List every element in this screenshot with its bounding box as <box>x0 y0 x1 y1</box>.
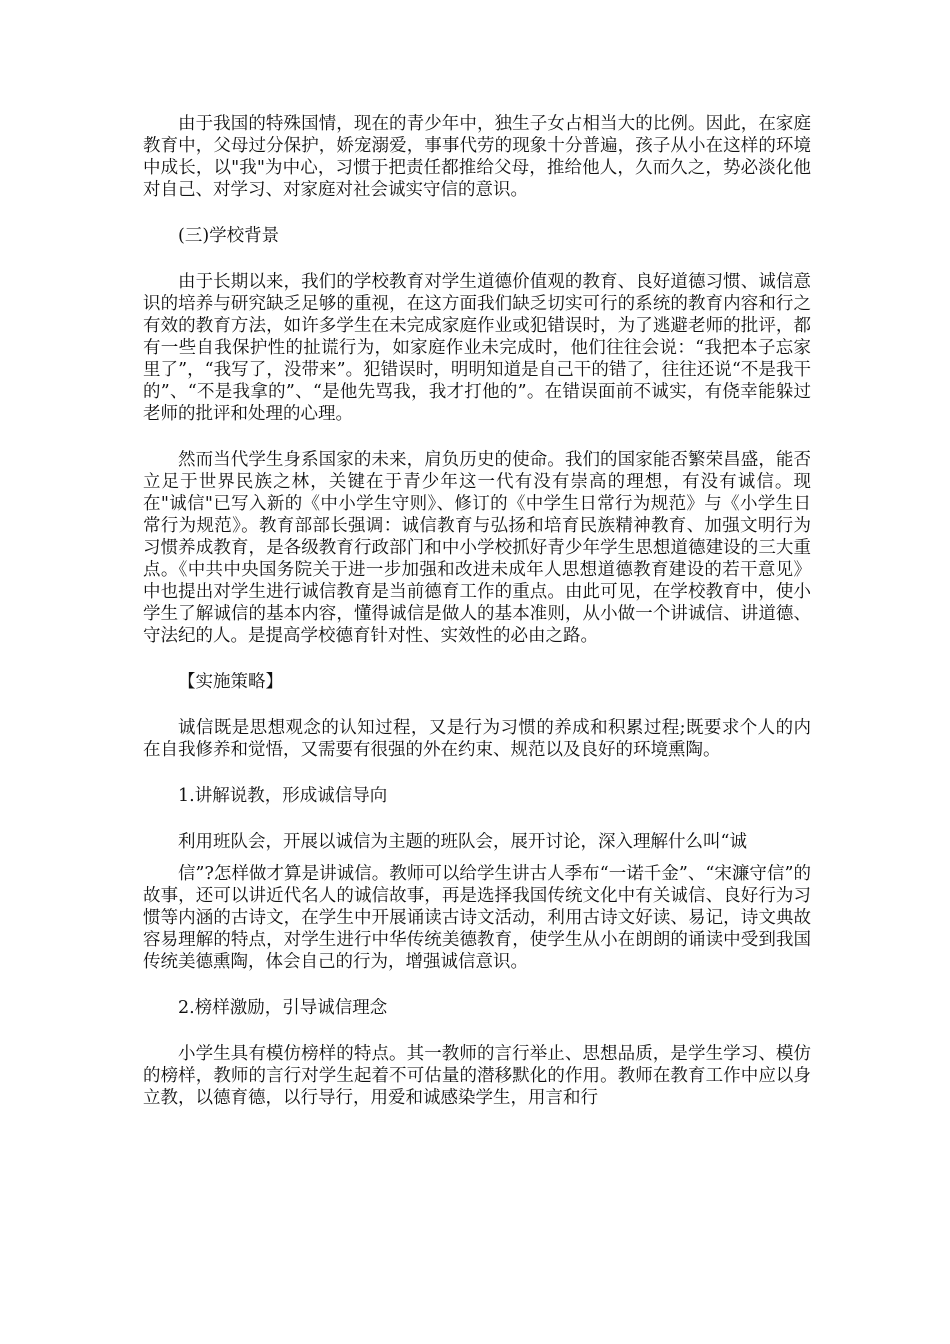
paragraph-class-meeting-start: 利用班队会，开展以诚信为主题的班队会，展开讨论，深入理解什么叫“诚 <box>178 832 747 852</box>
section-heading-strategy: 【实施策略】 <box>178 672 283 692</box>
paragraph-family-background: 由于我国的特殊国情，现在的青少年中，独生子女占相当大的比例。因此，在家庭教育中，父母过分保护，娇宠溺爱，事事代劳的现象十分普遍，孩子从小在这样的环境中成长，以"我"为中心，习惯于把责任都推给父母，推给他人，久而久之，势必淡化他对自己、对学习、对家庭对社会诚实守信的意识。 <box>143 114 811 200</box>
paragraph-class-meeting-cont: 信”?怎样做才算是讲诚信。教师可以给学生讲古人季布“一诺千金”、“宋濂守信”的故事，还可以讲近代名人的诚信故事，再是选择我国传统文化中有关诚信、良好行为习惯等内涵的古诗文，在学生中开展诵读古诗文活动，利用古诗文好读、易记，诗文典故容易理解的特点，对学生进行中华传统美德教育，使学生从小在朗朗的诵读中受到我国传统美德熏陶，体会自己的行为，增强诚信意识。 <box>143 864 811 972</box>
paragraph-strategy-intro: 诚信既是思想观念的认知过程，又是行为习惯的养成和积累过程;既要求个人的内在自我修养和觉悟，又需要有很强的外在约束、规范以及良好的环境熏陶。 <box>143 718 811 760</box>
paragraph-school-background: 由于长期以来，我们的学校教育对学生道德价值观的教育、良好道德习惯、诚信意识的培养与研究缺乏足够的重视，在这方面我们缺乏切实可行的系统的教育内容和行之有效的教育方法，如许多学生在未完成家庭作业或犯错误时，为了逃避老师的批评，都有一些自我保护性的扯谎行为，如家庭作业未完成时，他们往往会说：“我把本子忘家里了”，“我写了，没带来”。犯错误时，明明知道是自己干的错了，往往还说“不是我干的”、“不是我拿的”、“是他先骂我，我才打他的”。在错误面前不诚实，有侥幸能躲过老师的批评和处理的心理。 <box>143 272 811 424</box>
paragraph-national-importance: 然而当代学生身系国家的未来，肩负历史的使命。我们的国家能否繁荣昌盛，能否立足于世界民族之林，关键在于青少年这一代有没有崇高的理想，有没有诚信。现在"诚信"已写入新的《中小学生守则》、修订的《中学生日常行为规范》与《小学生日常行为规范》。教育部部长强调：诚信教育与弘扬和培育民族精神教育、加强文明行为习惯养成教育，是各级教育行政部门和中小学校抓好青少年学生思想道德建设的三大重点。《中共中央国务院关于进一步加强和改进未成年人思想道德教育建设的若干意见》中也提出对学生进行诚信教育是当前德育工作的重点。由此可见，在学校教育中，使小学生了解诚信的基本内容，懂得诚信是做人的基本准则，从小做一个讲诚信、讲道德、守法纪的人。是提高学校德育针对性、实效性的必由之路。 <box>143 450 811 646</box>
document-body <box>143 113 811 1133</box>
subheading-role-model: 2.榜样激励，引导诚信理念 <box>178 998 388 1018</box>
paragraph-role-model: 小学生具有模仿榜样的特点。其一教师的言行举止、思想品质，是学生学习、模仿的榜样，教师的言行对学生起着不可估量的潜移默化的作用。教师在教育工作中应以身立教，以德育德，以行导行，用爱和诚感染学生，用言和行 <box>143 1044 811 1108</box>
subheading-explanation: 1.讲解说教，形成诚信导向 <box>178 786 388 806</box>
section-heading-school-background: (三)学校背景 <box>178 226 280 246</box>
